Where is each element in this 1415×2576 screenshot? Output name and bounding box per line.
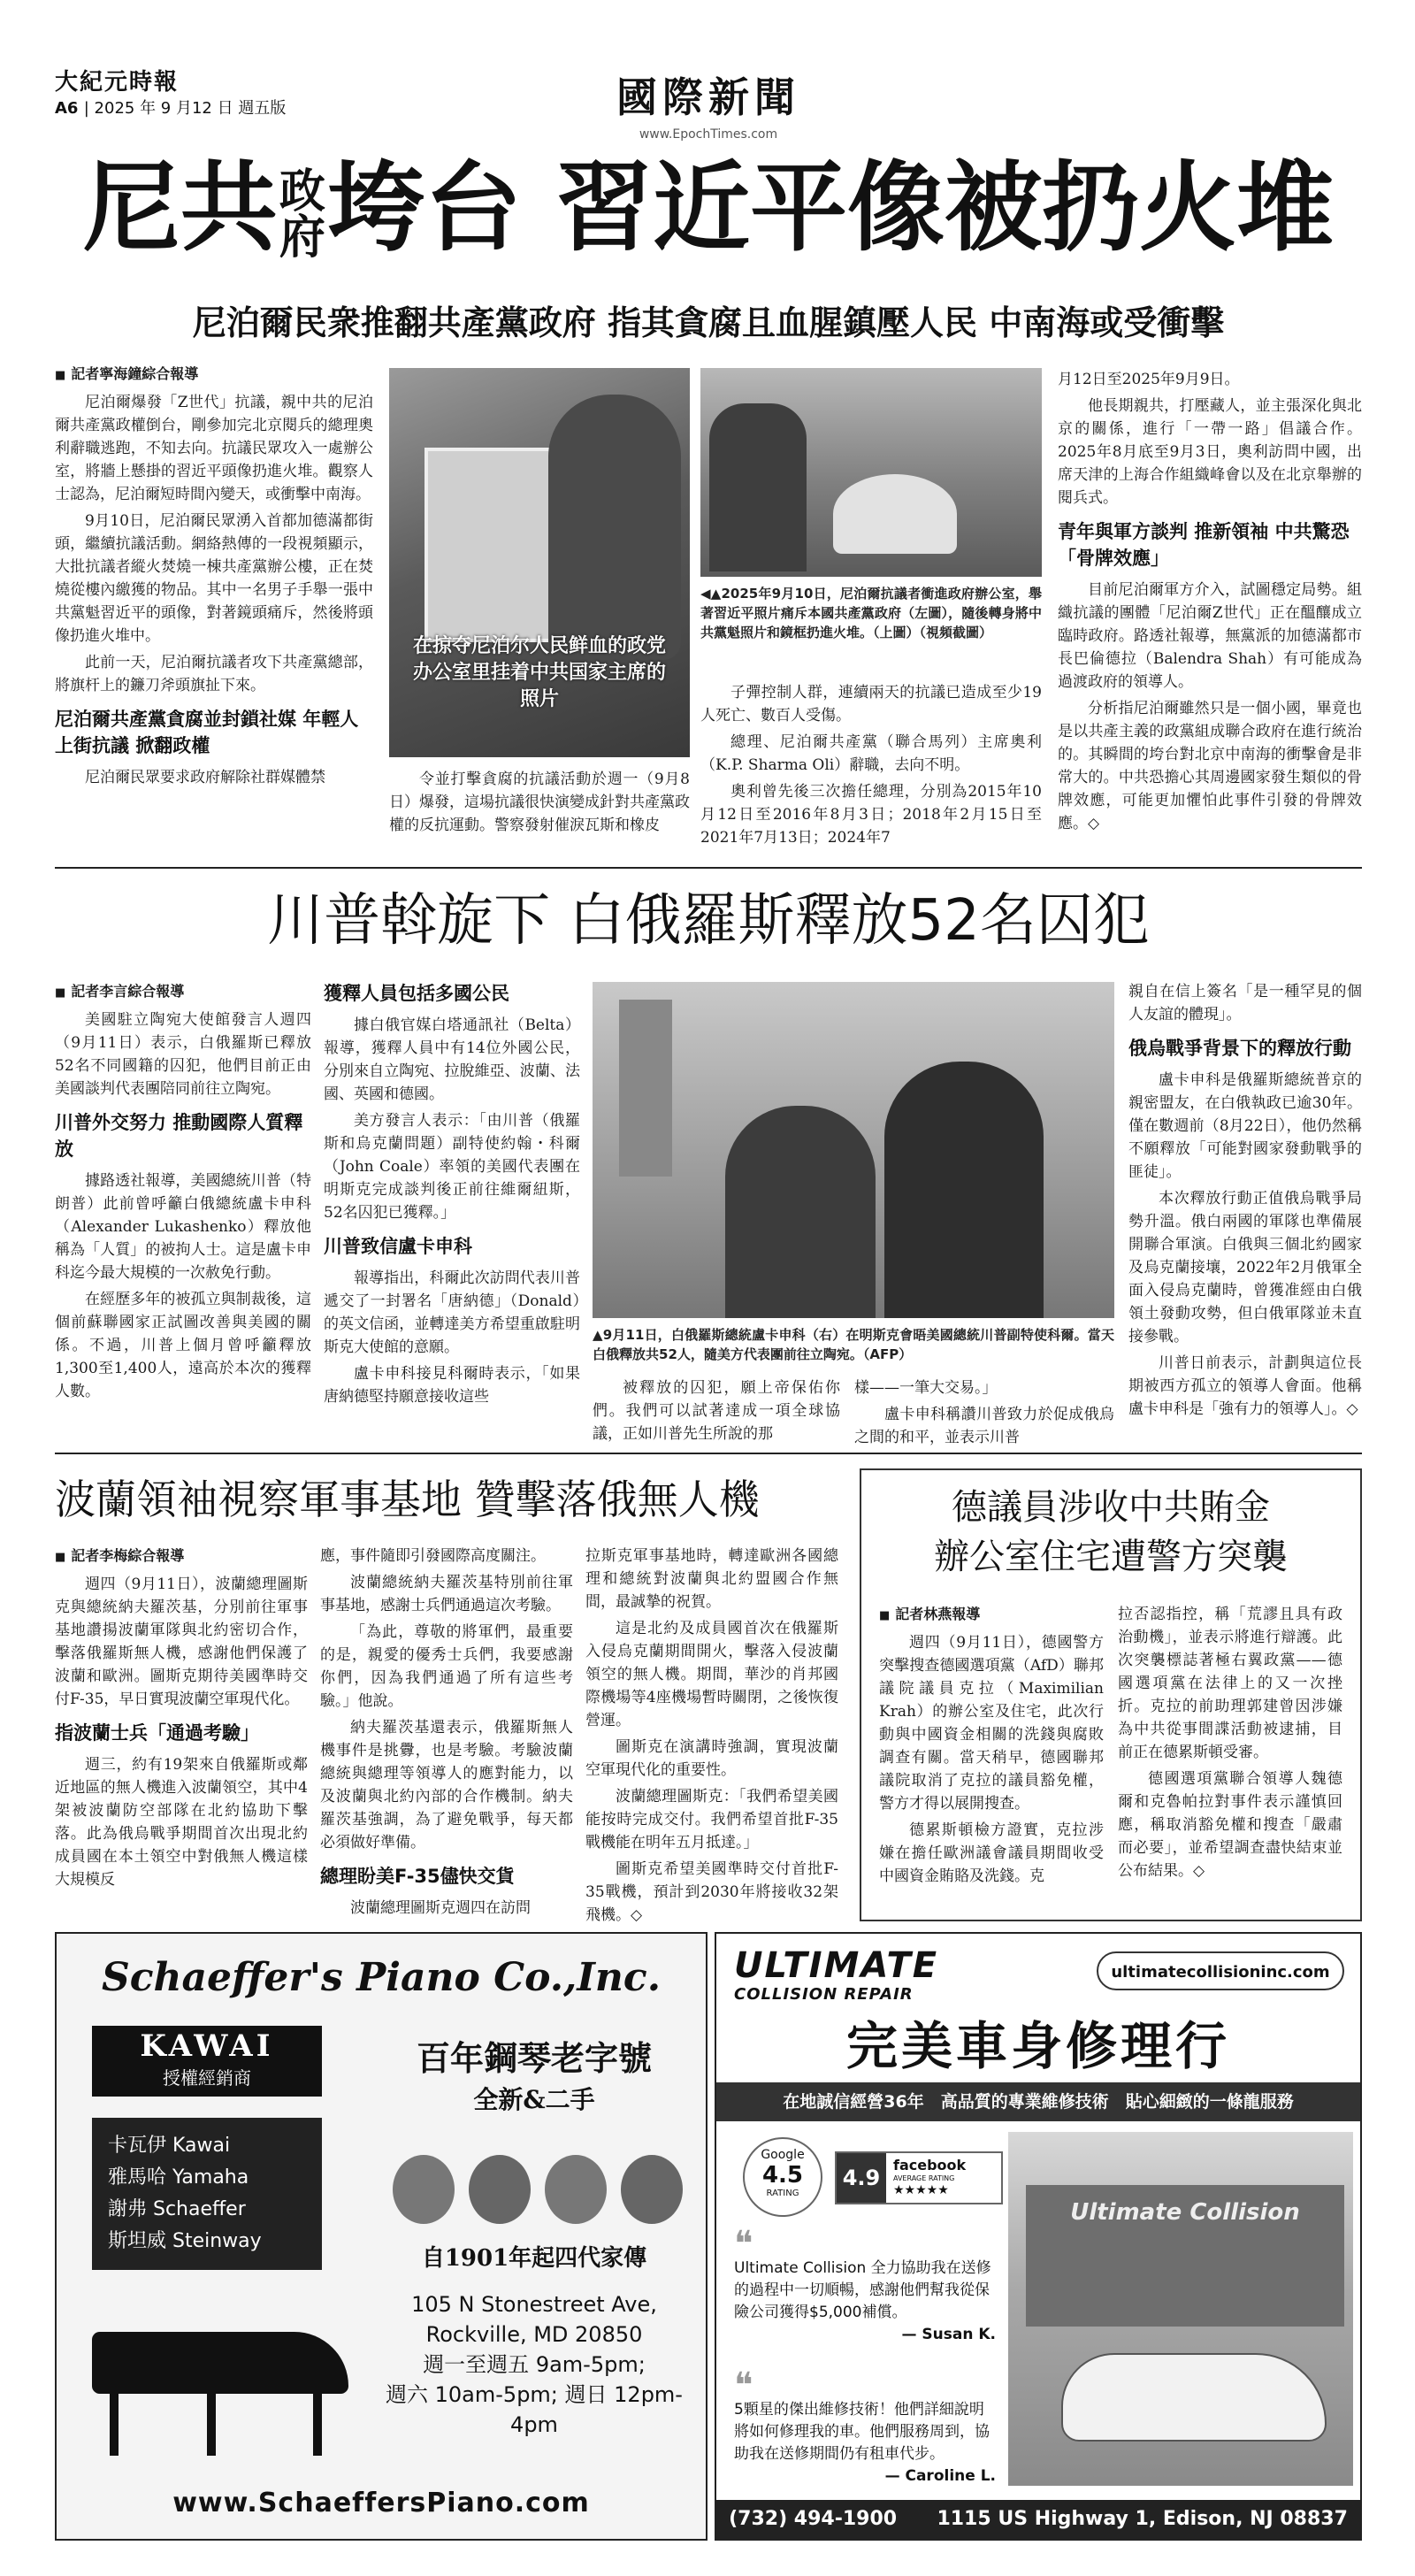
building-sign: Ultimate Collision bbox=[1070, 2199, 1300, 2226]
story2-col2 bbox=[324, 980, 580, 1412]
subheading: 川普致信盧卡申科 bbox=[324, 1236, 472, 1257]
collision-title: 完美車身修理行 bbox=[845, 2016, 1230, 2076]
piano-brand-list bbox=[92, 2118, 322, 2270]
paragraph: 月12日至2025年9月9日。 bbox=[1058, 371, 1240, 388]
paragraph: 德國選項黨聯合領導人魏德爾和克魯帕拉對事件表示謹慎回應，稱取消豁免權和搜查「嚴肅而必要」，並希望調查盡快結束並公布結果。◇ bbox=[1118, 1770, 1342, 1880]
portrait bbox=[545, 2155, 607, 2224]
story2-photo-caption: ▲9月11日，白俄羅斯總統盧卡申科（右）在明斯克會晤美國總統川普副特使科爾。當天白俄釋放共52人，隨美方代表團前往立陶宛。（AFP） bbox=[593, 1327, 1114, 1362]
paragraph: 「為此，尊敬的將軍們，最重要的是，親愛的優秀士兵們，我要感謝你們，因為我們通過了所有這些考驗。」他說。 bbox=[320, 1623, 573, 1710]
story3-col3 bbox=[585, 1545, 838, 1930]
paragraph: 拉否認指控，稱「荒謬且具有政治動機」，並表示將進行辯護。此次突襲標誌著極右翼政黨——德國選項黨在法律上的又一次挫折。克拉的前助理郭建曾因涉嫌為中共從事間諜活動被逮捕，目前正在德累斯頓受審。 bbox=[1118, 1606, 1342, 1761]
collision-website[interactable]: ultimatecollisioninc.com bbox=[1097, 1951, 1344, 1990]
story1-col4 bbox=[1058, 368, 1362, 839]
paragraph: 據路透社報導，美國總統川普（特朗普）此前曾呼籲白俄總統盧卡申科（Alexander Lukashenko）釋放他稱為「人質」的被拘人士。這是盧卡申科迄今最大規模的一次赦免行動。 bbox=[55, 1172, 311, 1282]
story4-box bbox=[860, 1468, 1362, 1921]
paragraph: 週三，約有19架來自俄羅斯或鄰近地區的無人機進入波蘭領空，其中4架被波蘭防空部隊在北約協助下擊落。此為俄烏戰爭期間首次出現北約成員國在本土領空中對俄無人機這樣大規模反 bbox=[55, 1756, 308, 1889]
review-text: Ultimate Collision 全力協助我在送修的過程中一切順暢，感謝他們幫我從保險公司獲得$5,000補償。 bbox=[734, 2259, 991, 2321]
brand-item: 謝弗 Schaeffer bbox=[108, 2198, 246, 2220]
google-rating-badge bbox=[743, 2137, 822, 2217]
paragraph: 圖斯克希望美國準時交付首批F-35戰機，預計到2030年將接收32架飛機。◇ bbox=[585, 1860, 838, 1924]
subheading: 青年與軍方談判 推新領袖 中共驚恐「骨牌效應」 bbox=[1058, 521, 1350, 569]
paragraph: 目前尼泊爾軍方介入，試圖穩定局勢。組織抗議的團體「尼泊爾Z世代」正在醞釀成立臨時政府。路透社報導，無黨派的加德滿都市長巴倫德拉（Balendra Shah）有可能成為過渡政府的領導人。 bbox=[1058, 581, 1362, 691]
paragraph: 令並打擊貪腐的抗議活動於週一（9月8日）爆發，這場抗議很快演變成針對共產黨政權的反抗運動。警察發射催淚瓦斯和橡皮 bbox=[389, 770, 690, 834]
portrait bbox=[393, 2155, 455, 2224]
story3-headline: 波蘭領袖視察軍事基地 贊擊落俄無人機 bbox=[55, 1476, 760, 1523]
portrait bbox=[469, 2155, 531, 2224]
paragraph: 親自在信上簽名「是一種罕見的個人友誼的體現」。 bbox=[1128, 983, 1362, 1024]
piano-tagline: 百年鋼琴老字號 bbox=[416, 2038, 652, 2078]
story4-col1 bbox=[879, 1603, 1104, 1891]
paragraph: 美國駐立陶宛大使館發言人週四（9月11日）表示，白俄羅斯已釋放52名不同國籍的囚犯，他們目前正由美國談判代表團陪同前往立陶宛。 bbox=[55, 1011, 311, 1098]
paragraph: 德累斯頓檢方證實，克拉涉嫌在擔任歐洲議會議員期間收受中國資金賄賂及洗錢。克 bbox=[879, 1821, 1104, 1885]
paragraph: 總理、尼泊爾共產黨（聯合馬列）主席奧利（K.P. Sharma Oli）辭職，去向不明。 bbox=[700, 733, 1042, 774]
paragraph: 波蘭總理圖斯克：「我們希望美國能按時完成交付。我們希望首批F-35戰機能在明年五月抵達。」 bbox=[585, 1788, 838, 1852]
headline-stacked: 政府 bbox=[279, 165, 325, 264]
piano-company-name: Schaeffer's Piano Co.,Inc. bbox=[101, 1955, 662, 2000]
paragraph: 據白俄官媒白塔通訊社（Belta）報導，獲釋人員中有14位外國公民，分別來自立陶宛、拉脫維亞、波蘭、法國、英國和德國。 bbox=[324, 1016, 580, 1103]
collision-phone[interactable]: (732) 494-1900 bbox=[729, 2508, 898, 2530]
website-url[interactable]: www.EpochTimes.com bbox=[639, 127, 778, 142]
paragraph: 川普日前表示，計劃與這位長期被西方孤立的領導人會面。他稱盧卡申科是「強有力的領導人」。◇ bbox=[1128, 1354, 1362, 1418]
piano-address bbox=[375, 2289, 693, 2440]
person-shape bbox=[548, 395, 681, 660]
subheading: 獲釋人員包括多國公民 bbox=[324, 983, 509, 1004]
divider bbox=[55, 867, 1362, 869]
subheading: 指波蘭士兵「通過考驗」 bbox=[55, 1722, 259, 1744]
story2-col3 bbox=[593, 1376, 840, 1449]
collision-footer bbox=[716, 2500, 1360, 2539]
paragraph: 圖斯克在演講時強調，實現波蘭空軍現代化的重要性。 bbox=[585, 1738, 838, 1779]
story4-headline: 德議員涉收中共賄金 辦公室住宅遭警方突襲 bbox=[934, 1487, 1288, 1577]
fb-rating: 4.9 bbox=[837, 2153, 886, 2203]
section-title: 國際新聞 bbox=[616, 73, 800, 121]
photo-overlay-text: 在掠夺尼泊尔人民鲜血的政党办公室里挂着中共国家主席的照片 bbox=[412, 635, 666, 710]
paragraph: 他長期親共，打壓藏人，並主張深化與北京的關係，進行「一帶一路」倡議合作。2025年8月底至9月3日，奧利訪問中國，出席天津的上海合作組織峰會以及在北京舉辦的閱兵式。 bbox=[1058, 397, 1362, 507]
paragraph: 子彈控制人群，連續兩天的抗議已造成至少19人死亡、數百人受傷。 bbox=[700, 684, 1042, 724]
paragraph: 被釋放的囚犯，願上帝保佑你們。我們可以試著達成一項全球協議，正如川普先生所說的那 bbox=[593, 1379, 840, 1443]
story3-col1 bbox=[55, 1545, 308, 1895]
review-card bbox=[734, 2365, 996, 2488]
person-left bbox=[725, 1106, 876, 1318]
hours-line: 週一至週五 9am-5pm; bbox=[423, 2352, 646, 2377]
story2-col1 bbox=[55, 980, 311, 1407]
paper-name: 大紀元時報 bbox=[55, 69, 180, 96]
google-rating: 4.5 bbox=[761, 2162, 804, 2189]
brand-item: 雅馬哈 Yamaha bbox=[108, 2166, 249, 2189]
story2-col4 bbox=[854, 1376, 1114, 1453]
paragraph: 波蘭總統納夫羅茨基特別前往軍事基地，感謝士兵們通過這次考驗。 bbox=[320, 1574, 573, 1614]
address-line: Rockville, MD 20850 bbox=[425, 2322, 643, 2347]
paragraph: 報導指出，科爾此次訪問代表川普遞交了一封署名「唐納德」（Donald）的英文信函，並轉達美方希望重啟駐明斯克大使館的意願。 bbox=[324, 1269, 580, 1356]
byline: ■ 記者李梅綜合報導 bbox=[55, 1545, 308, 1569]
paragraph: 這是北約及成員國首次在俄羅斯入侵烏克蘭期間開火，擊落入侵波蘭領空的無人機。期間，華沙的肖邦國際機場等4座機場暫時關閉，之後恢復營運。 bbox=[585, 1620, 838, 1729]
paragraph: 奧利曾先後三次擔任總理，分別為2015年10月12日至2016年8月3日；2018年2月15日至2021年7月13日；2024年7 bbox=[700, 783, 1042, 847]
person-right bbox=[884, 1062, 1044, 1318]
fb-sub: AVERAGE RATING bbox=[893, 2174, 955, 2182]
fb-label: facebook bbox=[893, 2157, 967, 2174]
collision-ad[interactable] bbox=[715, 1932, 1362, 2541]
piano-ad[interactable] bbox=[55, 1932, 708, 2541]
subheading: 俄烏戰爭背景下的釋放行動 bbox=[1128, 1038, 1351, 1059]
paragraph: 尼泊爾爆發「Z世代」抗議，親中共的尼泊爾共產黨政權倒台，剛參加完北京閱兵的總理奧利辭職逃跑，不知去向。抗議民眾攻入一處辦公室，將牆上懸掛的習近平頭像扔進火堆。觀察人士認為，尼泊爾短時間內變天，或衝擊中南海。 bbox=[55, 394, 373, 503]
flag-shape bbox=[619, 1000, 672, 1177]
portrait bbox=[621, 2155, 683, 2224]
story1-col3 bbox=[700, 681, 1042, 853]
kawai-logo bbox=[92, 2026, 322, 2097]
address-line: 105 N Stonestreet Ave, bbox=[411, 2292, 657, 2317]
fire-shape bbox=[833, 474, 957, 554]
subheading: 川普外交努力 推動國際人質釋放 bbox=[55, 1112, 303, 1160]
paragraph: 9月10日，尼泊爾民眾湧入首都加德滿都街頭，繼續抗議活動。網絡熱傳的一段視頻顯示，大批抗議者縱火焚燒一棟共產黨辦公樓，正在焚燒從樓內繳獲的物品。其中一名男子手舉一張中共黨魁習近平的頭像，對著鏡頭痛斥，然後將頭像扔進火堆中。 bbox=[55, 512, 373, 645]
shop-building-photo bbox=[1008, 2132, 1353, 2486]
piano-heritage: 自1901年起四代家傳 bbox=[421, 2245, 647, 2272]
quote-icon: ❝ bbox=[734, 2224, 753, 2265]
story3-col2 bbox=[320, 1545, 573, 1923]
star-icons: ★★★★★ bbox=[893, 2183, 949, 2197]
story1-photo-caption: ◀▲2025年9月10日，尼泊爾抗議者衝進政府辦公室，舉著習近平照片痛斥本國共產黨政府（左圖），隨後轉身將中共黨魁照片和鏡框扔進火堆。（上圖）（視頻截圖） bbox=[700, 586, 1042, 640]
hours-line: 週六 10am-5pm; 週日 12pm-4pm bbox=[386, 2382, 683, 2437]
page-number: A6 bbox=[55, 99, 79, 118]
paragraph: 盧卡申科接見科爾時表示，「如果唐納德堅持願意接收這些 bbox=[324, 1365, 580, 1406]
story2-col5 bbox=[1128, 980, 1362, 1424]
paragraph: 分析指尼泊爾雖然只是一個小國，畢竟也是以共產主義的政黨組成聯合政府在進行統治的。其瞬間的垮台對北京中南海的衝擊會是非常大的。中共恐擔心其周邊國家發生類似的骨牌效應，可能更加懼怕此事件引發的骨牌效應。◇ bbox=[1058, 700, 1362, 832]
paragraph: 應，事件隨即引發國際高度關注。 bbox=[320, 1547, 546, 1565]
belarus-meeting-photo bbox=[593, 982, 1114, 1318]
paragraph: 盧卡申科稱讚川普致力於促成俄烏之間的和平，並表示川普 bbox=[854, 1406, 1114, 1446]
story1-col1 bbox=[55, 363, 373, 793]
paragraph: 週四（9月11日），波蘭總理圖斯克與總統納夫羅茨基，分別前往軍事基地讚揚波蘭軍隊與北約密切合作，擊落俄羅斯無人機，感謝他們保護了波蘭和歐洲。圖斯克期待美國準時交付F-35，早日實現波蘭空軍現代化。 bbox=[55, 1576, 308, 1708]
story2-headline: 川普斡旋下 白俄羅斯釋放52名囚犯 bbox=[267, 888, 1150, 954]
page-info: A6 | 2025 年 9 月12 日 週五版 bbox=[55, 99, 287, 118]
google-sub: RATING bbox=[766, 2189, 799, 2198]
facebook-rating-badge bbox=[835, 2151, 1003, 2204]
piano-condition: 全新&二手 bbox=[473, 2085, 595, 2114]
logo-sub: COLLISION REPAIR bbox=[734, 1985, 914, 2004]
family-portraits bbox=[393, 2155, 685, 2226]
subheading: 尼泊爾共產黨貪腐並封鎖社媒 年輕人上街抗議 掀翻政權 bbox=[55, 709, 359, 756]
paragraph: 波蘭總理圖斯克週四在訪問 bbox=[350, 1899, 531, 1917]
paragraph: 本次釋放行動正值俄烏戰爭局勢升溫。俄白兩國的軍隊也準備展開聯合軍演。白俄與三個北約國家及烏克蘭接壤，2022年2月俄軍全面入侵烏克蘭時，曾獲准經由白俄領土發動攻勢，但白俄軍隊並未直接參戰。 bbox=[1128, 1190, 1362, 1346]
brand-item: 卡瓦伊 Kawai bbox=[108, 2135, 231, 2157]
google-label: Google bbox=[761, 2148, 805, 2162]
paragraph: 尼泊爾民眾要求政府解除社群媒體禁 bbox=[85, 769, 325, 786]
issue-date: 2025 年 9 月12 日 週五版 bbox=[94, 99, 287, 118]
story1-headline: 尼共政府垮台 習近平像被扔火堆 bbox=[82, 151, 1335, 264]
review-text: 5顆星的傑出維修技術！他們詳細說明將如何修理我的車。他們服務周到，協助我在送修期間仍有租車代步。 bbox=[734, 2401, 990, 2463]
byline: ■ 記者李言綜合報導 bbox=[55, 980, 311, 1005]
piano-website[interactable]: www.SchaeffersPiano.com bbox=[172, 2488, 590, 2518]
paragraph: 拉斯克軍事基地時，轉達歐洲各國總理和總統對波蘭與北約盟國合作無間，最誠摯的祝賀。 bbox=[585, 1547, 838, 1611]
story4-col2 bbox=[1118, 1603, 1342, 1886]
grand-piano-icon bbox=[92, 2314, 357, 2465]
byline: ■ 記者寧海鐘綜合報導 bbox=[55, 363, 373, 387]
review-author: — Caroline L. bbox=[884, 2467, 996, 2485]
fire-photo bbox=[700, 368, 1042, 577]
collision-address: 1115 US Highway 1, Edison, NJ 08837 bbox=[937, 2508, 1348, 2530]
kawai-brand: KAWAI bbox=[140, 2028, 274, 2064]
paragraph: 盧卡申科是俄羅斯總統普京的親密盟友，在白俄執政已逾30年。僅在數週前（8月22日），他仍然稱不願釋放「可能對國家發動戰爭的匪徒」。 bbox=[1128, 1071, 1362, 1181]
paragraph: 美方發言人表示：「由川普（俄羅斯和烏克蘭問題）副特使約翰・科爾（John Coale）率領的美國代表團在明斯克完成談判後正前往維爾紐斯，52名囚犯已獲釋。」 bbox=[324, 1112, 580, 1222]
authorized-dealer: 授權經銷商 bbox=[163, 2067, 251, 2089]
collision-banner: 在地誠信經營36年 高品質的專業維修技術 貼心細緻的一條龍服務 bbox=[716, 2082, 1360, 2121]
brand-item: 斯坦威 Steinway bbox=[108, 2230, 262, 2252]
divider bbox=[55, 1453, 1362, 1454]
crowd-shape bbox=[709, 403, 807, 571]
paragraph: 週四（9月11日），德國警方突擊搜查德國選項黨（AfD）聯邦議院議員克拉（Maximilian Krah）的辦公室及住宅，此次行動與中國資金相關的洗錢與腐敗調查有關。當天稍早，德國聯邦議院取消了克拉的議員豁免權，警方才得以展開搜查。 bbox=[879, 1634, 1104, 1813]
paragraph: 此前一天，尼泊爾抗議者攻下共產黨總部，將旗杆上的鐮刀斧頭旗扯下來。 bbox=[55, 654, 373, 694]
paragraph: 納夫羅茨基還表示，俄羅斯無人機事件是挑釁，也是考驗。考驗波蘭總統與總理等領導人的應對能力，以及波蘭與北約內部的合作機制。納夫羅茨基強調，為了避免戰爭，每天都必須做好準備。 bbox=[320, 1719, 573, 1852]
subheading: 總理盼美F-35儘快交貨 bbox=[320, 1866, 515, 1887]
logo-main: ULTIMATE bbox=[734, 1945, 939, 1986]
masthead bbox=[55, 64, 1362, 152]
protester-photo bbox=[389, 368, 690, 757]
story1-subhead: 尼泊爾民衆推翻共產黨政府 指其貪腐且血腥鎮壓人民 中南海或受衝擊 bbox=[192, 303, 1225, 342]
quote-icon: ❝ bbox=[734, 2365, 753, 2406]
byline: ■ 記者林燕報導 bbox=[879, 1603, 1104, 1628]
car-shape bbox=[1061, 2353, 1327, 2442]
story1-col2 bbox=[389, 768, 690, 840]
paragraph: 在經歷多年的被孤立與制裁後，這個前蘇聯國家正試圖改善與美國的關係。不過，川普上個月曾呼籲釋放1,300至1,400人，遠高於本次的獲釋人數。 bbox=[55, 1291, 311, 1400]
paragraph: 樣——一筆大交易。」 bbox=[854, 1379, 998, 1397]
ultimate-logo bbox=[734, 1946, 938, 2004]
review-card bbox=[734, 2224, 996, 2346]
review-author: — Susan K. bbox=[901, 2326, 996, 2343]
